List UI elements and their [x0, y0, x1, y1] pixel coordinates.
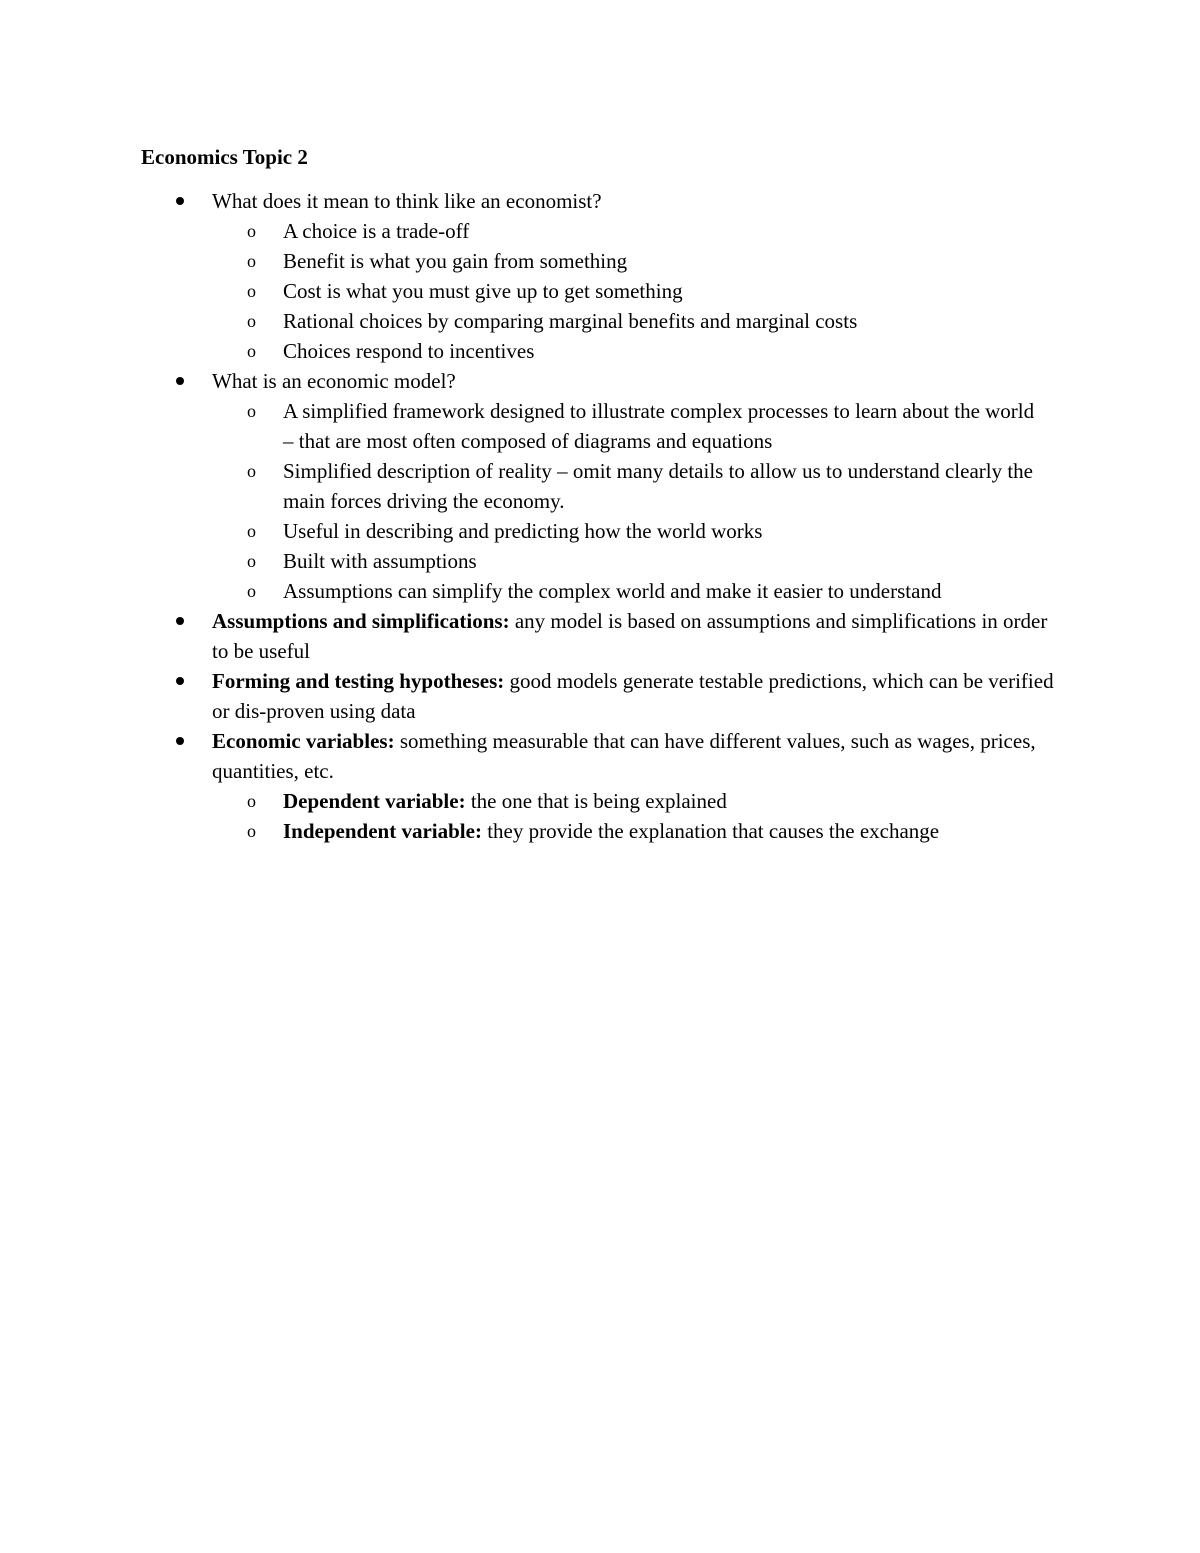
list-item	[0, 366, 1062, 396]
circle-bullet-icon: o	[247, 461, 256, 481]
sub-list-item	[0, 276, 1043, 306]
list-item	[0, 606, 1062, 666]
list-item-text: What is an economic model?	[212, 369, 456, 393]
circle-bullet-icon: o	[247, 311, 256, 331]
document-title: Economics Topic 2	[141, 145, 308, 169]
bullet-icon	[176, 197, 184, 205]
list-item-text: What does it mean to think like an economist?	[212, 189, 602, 213]
list-item	[0, 726, 1062, 786]
circle-bullet-icon: o	[247, 551, 256, 571]
term-definition: any model is based on assumptions and simplifications in order to be useful	[212, 609, 1048, 663]
term-definition: they provide the explanation that causes the exchange	[481, 819, 940, 843]
sub-list-item-text: Assumptions can simplify the complex world and make it easier to understand	[283, 579, 942, 603]
term-label: Economic variables:	[212, 729, 395, 753]
sub-list-item	[0, 546, 1043, 576]
bullet-icon	[176, 677, 184, 685]
sub-list-item-text: Rational choices by comparing marginal benefits and marginal costs	[283, 309, 858, 333]
sub-list-item	[0, 576, 1043, 606]
sub-list-item	[0, 306, 1043, 336]
circle-bullet-icon: o	[247, 791, 256, 811]
term-definition: good models generate testable predictions, which can be verified or dis-proven using data	[212, 669, 1054, 723]
circle-bullet-icon: o	[247, 581, 256, 601]
sub-list-item-text: Choices respond to incentives	[283, 339, 535, 363]
circle-bullet-icon: o	[247, 521, 256, 541]
term-definition: the one that is being explained	[465, 789, 727, 813]
sub-list-item	[0, 456, 1043, 516]
term-definition: something measurable that can have different values, such as wages, prices, quantities, etc.	[212, 729, 1036, 783]
circle-bullet-icon: o	[247, 281, 256, 301]
sub-list-item-text: Simplified description of reality – omit many details to allow us to understand clearly the main forces driving the economy.	[283, 459, 1034, 513]
sub-list-item	[0, 336, 1043, 366]
sub-list-item	[0, 396, 1043, 456]
sub-list-item-text: Benefit is what you gain from something	[283, 249, 628, 273]
term-label: Assumptions and simplifications:	[212, 609, 510, 633]
term-label: Dependent variable:	[283, 789, 466, 813]
sub-list-item	[0, 516, 1043, 546]
bullet-list	[0, 186, 1200, 846]
sub-list-item-text: Cost is what you must give up to get something	[283, 279, 683, 303]
sub-list-item	[0, 816, 1043, 846]
circle-bullet-icon: o	[247, 821, 256, 841]
sub-list-item	[0, 246, 1043, 276]
circle-bullet-icon: o	[247, 341, 256, 361]
sub-list-item	[0, 216, 1043, 246]
circle-bullet-icon: o	[247, 401, 256, 421]
circle-bullet-icon: o	[247, 221, 256, 241]
bullet-icon	[176, 617, 184, 625]
sub-list-item-text: A choice is a trade-off	[283, 219, 470, 243]
term-label: Independent variable:	[283, 819, 482, 843]
sub-list-item-text: Built with assumptions	[283, 549, 477, 573]
circle-bullet-icon: o	[247, 251, 256, 271]
list-item	[0, 186, 1062, 216]
list-item	[0, 666, 1062, 726]
bullet-icon	[176, 737, 184, 745]
sub-list-item-text: A simplified framework designed to illustrate complex processes to learn about the world – that are most often composed of diagrams and equations	[283, 399, 1035, 453]
term-label: Forming and testing hypotheses:	[212, 669, 505, 693]
bullet-icon	[176, 377, 184, 385]
sub-list-item	[0, 786, 1043, 816]
sub-list-item-text: Useful in describing and predicting how the world works	[283, 519, 763, 543]
